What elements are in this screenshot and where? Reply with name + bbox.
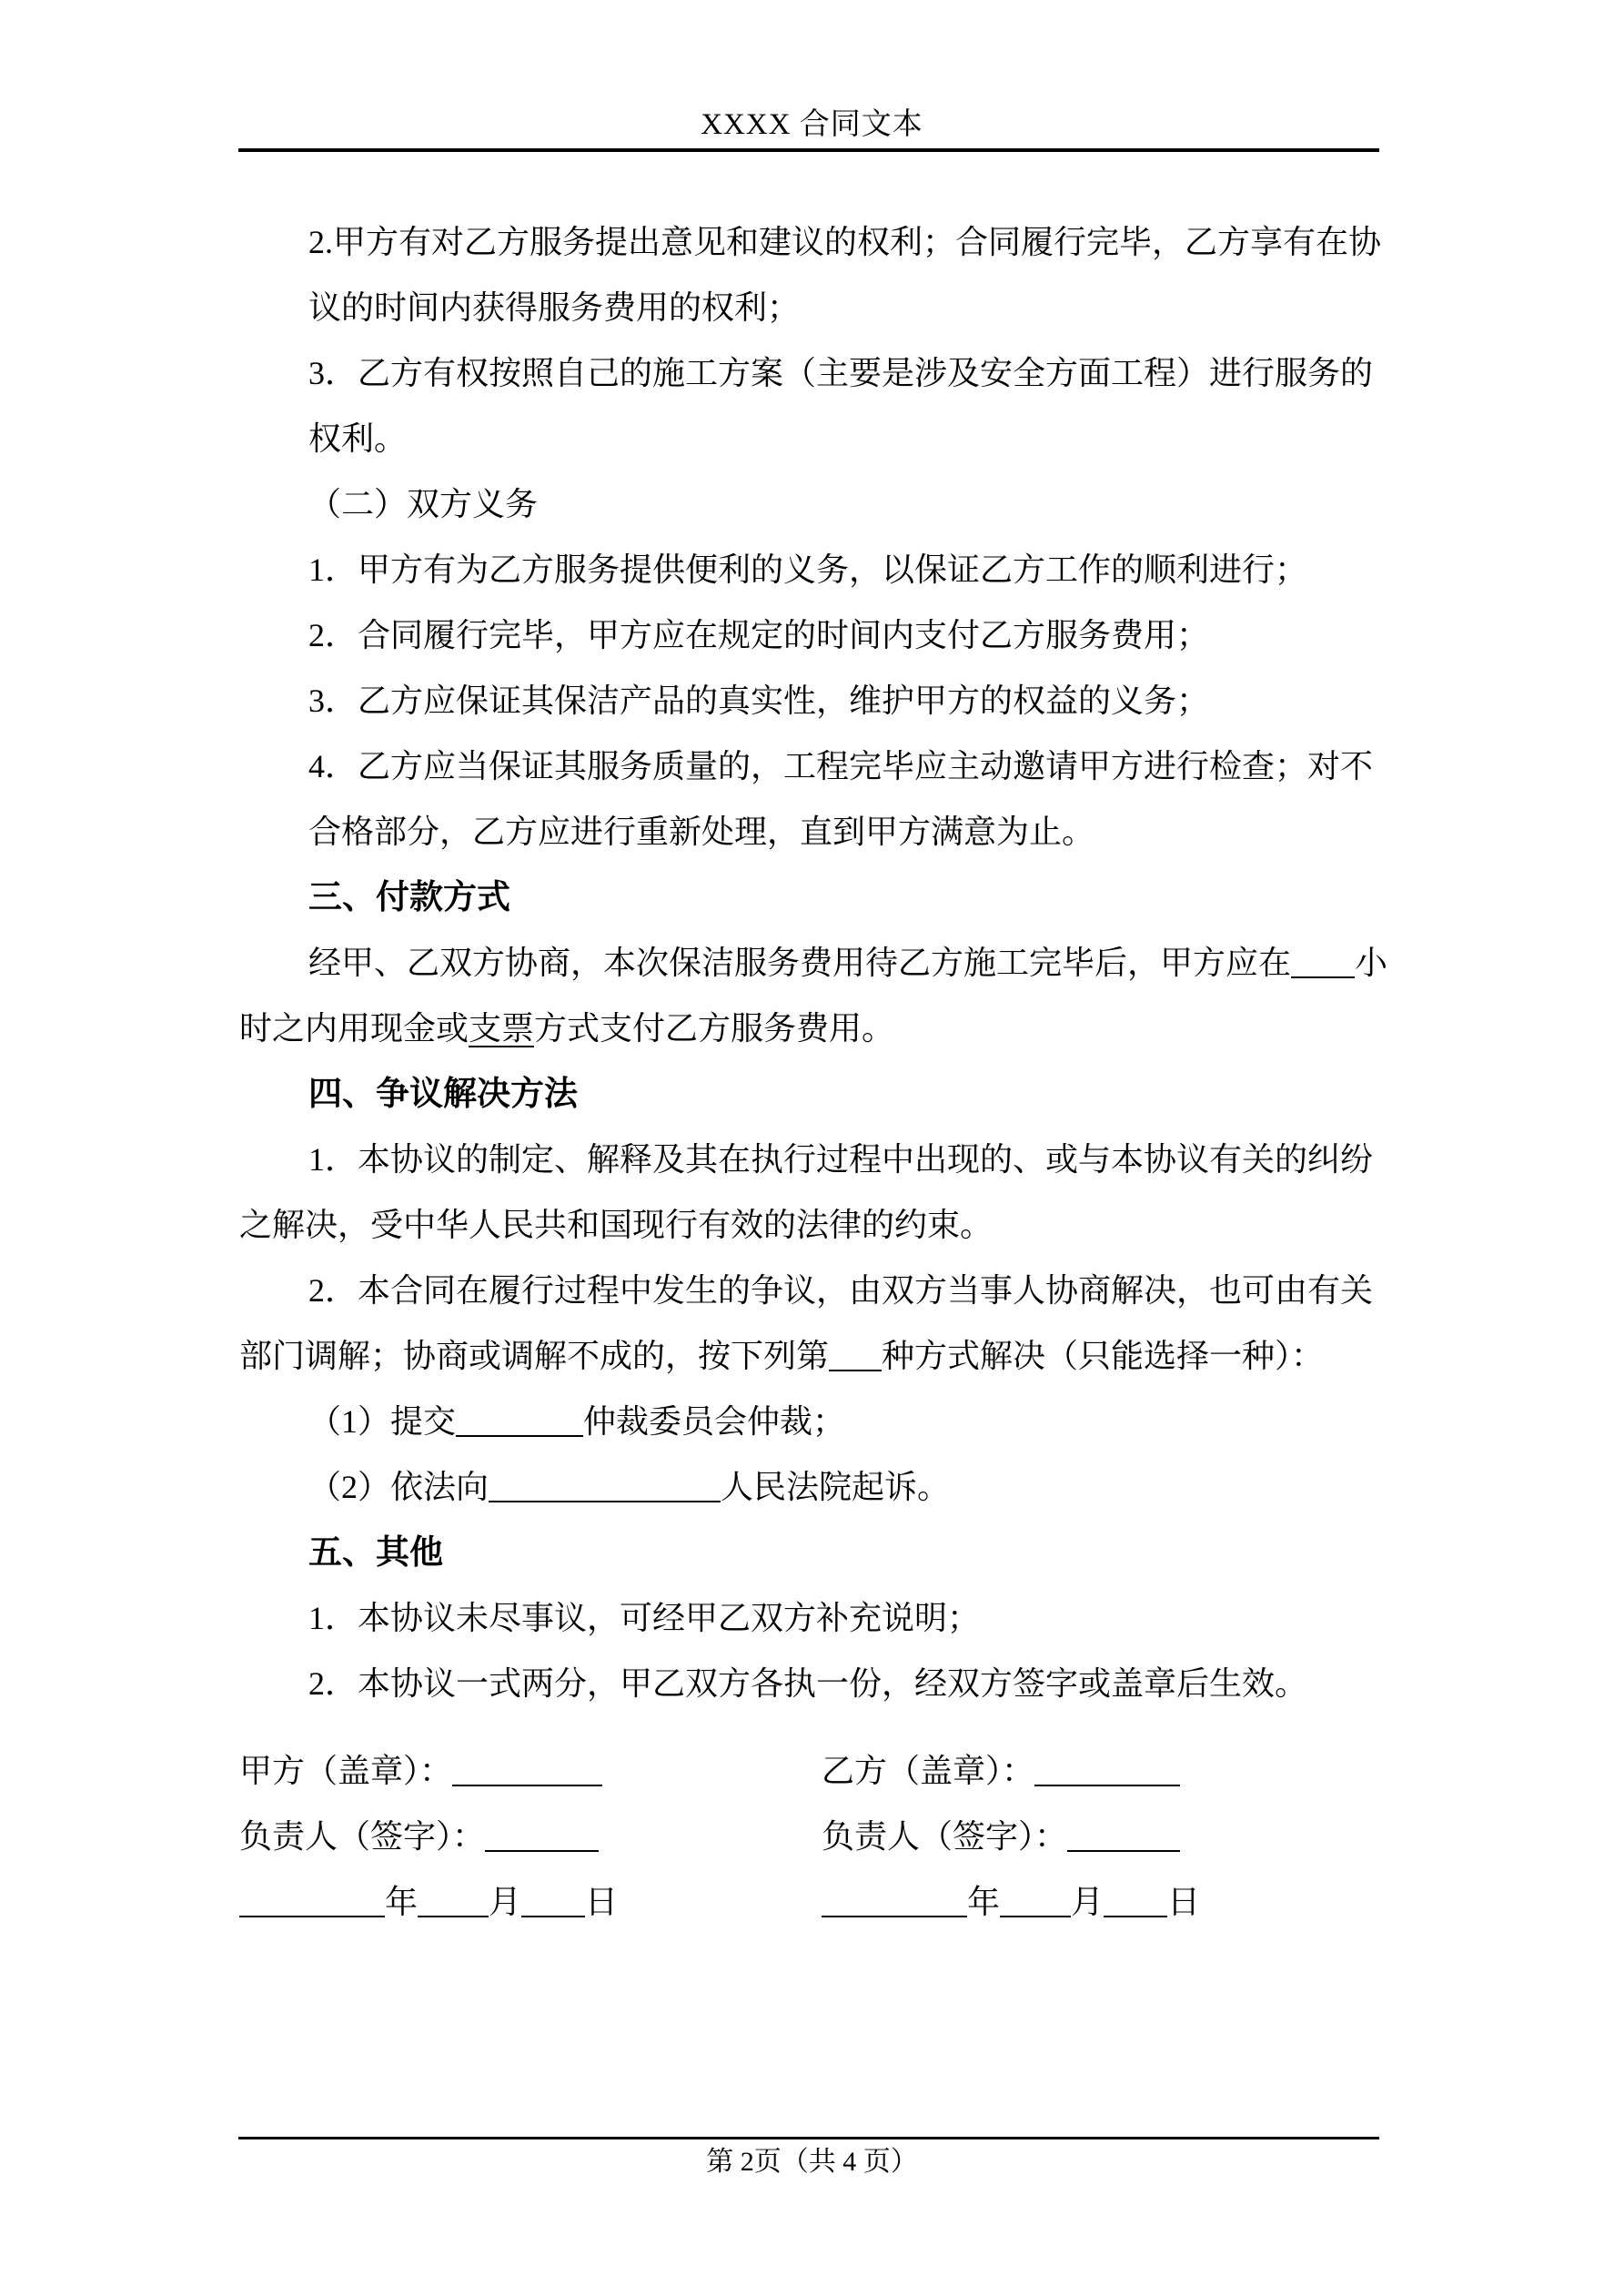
text-segment: 日: [585, 1884, 619, 1920]
text-segment: 月: [489, 1884, 522, 1920]
fill-in-blank[interactable]: [418, 1885, 489, 1917]
obligation-2: [239, 602, 1382, 668]
text-segment: 3．乙方应保证其保洁产品的真实性，维护甲方的权益的义务；: [308, 683, 1210, 719]
text-segment: 人民法院起诉。: [721, 1469, 951, 1505]
text-segment: 支票: [469, 1010, 535, 1047]
obligation-3: [239, 668, 1382, 733]
text-segment: 1．本协议未尽事议，可经甲乙双方补充说明；: [308, 1600, 981, 1636]
fill-in-blank[interactable]: [452, 1754, 602, 1786]
clause-party-a-rights-2: [239, 209, 1382, 275]
text-segment: 甲方（盖章）：: [239, 1753, 453, 1789]
section-heading-other: [239, 1520, 1382, 1585]
text-segment: （2）依法向: [308, 1469, 489, 1505]
dispute-option-arbitration: [239, 1389, 1382, 1454]
payment-terms: [239, 930, 1388, 996]
text-segment: 时之内用现金或: [239, 1010, 469, 1047]
text-segment: 仲裁委员会仲裁；: [583, 1403, 846, 1440]
text-segment: 2．本合同在履行过程中发生的争议，由双方当事人协商解决，也可由有关: [308, 1272, 1374, 1309]
text-segment: 四、争议解决方法: [308, 1075, 578, 1112]
fill-in-blank[interactable]: [822, 1885, 967, 1917]
obligation-1: [239, 537, 1382, 602]
contract-body: [239, 209, 1388, 1716]
seal-row: [239, 1738, 1382, 1804]
text-segment: 负责人（签字）：: [822, 1818, 1068, 1855]
text-segment: 小: [1355, 945, 1388, 981]
text-segment: 日: [1167, 1884, 1201, 1920]
text-segment: （二）双方义务: [308, 486, 539, 522]
text-segment: 三、付款方式: [308, 878, 510, 915]
fill-in-blank[interactable]: [1067, 1819, 1180, 1852]
text-segment: 权利。: [308, 420, 408, 457]
header-title: XXXX 合同文本: [701, 108, 923, 141]
footer-rule: [238, 2137, 1379, 2139]
text-segment: 经甲、乙双方协商，本次保洁服务费用待乙方施工完毕后，甲方应在: [308, 945, 1292, 981]
text-segment: 五、其他: [308, 1533, 443, 1571]
other-clause-2: [239, 1651, 1382, 1716]
text-segment: 1．甲方有为乙方服务提供便利的义务，以保证乙方工作的顺利进行；: [308, 551, 1308, 588]
date-row-party-b: [822, 1869, 1200, 1935]
date-row-party-a: [239, 1869, 618, 1935]
fill-in-blank[interactable]: [239, 1885, 385, 1917]
fill-in-blank[interactable]: [1104, 1885, 1167, 1917]
obligation-4: [239, 733, 1382, 799]
text-segment: 合格部分，乙方应进行重新处理，直到甲方满意为止。: [308, 814, 1095, 850]
text-segment: 负责人（签字）：: [239, 1818, 486, 1855]
text-segment: 之解决，受中华人民共和国现行有效的法律的约束。: [239, 1207, 994, 1243]
dispute-clause-2-cont: [239, 1323, 1382, 1389]
signature-block: [239, 1738, 1382, 1935]
other-clause-1: [239, 1585, 1382, 1651]
text-segment: 乙方（盖章）：: [822, 1753, 1035, 1789]
text-segment: 4．乙方应当保证其服务质量的，工程完毕应主动邀请甲方进行检查；对不: [308, 748, 1374, 784]
fill-in-blank[interactable]: [829, 1339, 882, 1371]
text-segment: 3．乙方有权按照自己的施工方案（主要是涉及安全方面工程）进行服务的: [308, 355, 1374, 391]
section-heading-payment: [239, 865, 1382, 930]
page-number: 第 2页（共 4 页）: [706, 2147, 918, 2177]
seal-row-party-a: [239, 1738, 602, 1804]
fill-in-blank[interactable]: [456, 1404, 583, 1437]
signer-row-party-b: [822, 1804, 1180, 1869]
text-segment: 年: [385, 1884, 419, 1920]
dispute-clause-1: [239, 1127, 1382, 1192]
obligation-4-cont: [239, 799, 1382, 865]
clause-party-a-rights-2-cont: [239, 275, 1382, 340]
fill-in-blank[interactable]: [521, 1885, 585, 1917]
text-segment: 年: [967, 1884, 1001, 1920]
header-rule: [238, 148, 1379, 152]
fill-in-blank[interactable]: [485, 1819, 599, 1852]
text-segment: 月: [1071, 1884, 1105, 1920]
text-segment: 2．本协议一式两分，甲乙双方各执一份，经双方签字或盖章后生效。: [308, 1665, 1308, 1702]
dispute-option-court: [239, 1454, 1382, 1520]
fill-in-blank[interactable]: [489, 1470, 721, 1502]
seal-row-party-b: [822, 1738, 1180, 1804]
text-segment: 议的时间内获得服务费用的权利；: [308, 289, 801, 326]
text-segment: 2.甲方有对乙方服务提出意见和建议的权利；合同履行完毕，乙方享有在协: [308, 224, 1382, 260]
clause-party-b-rights-3-cont: [239, 406, 1382, 471]
fill-in-blank[interactable]: [1034, 1754, 1180, 1786]
text-segment: 部门调解；协商或调解不成的，按下列第: [239, 1338, 830, 1374]
date-row: [239, 1869, 1382, 1935]
signer-row-party-a: [239, 1804, 599, 1869]
subsection-heading-obligations: [239, 471, 1382, 537]
text-segment: 方式支付乙方服务费用。: [534, 1010, 895, 1047]
signer-row: [239, 1804, 1382, 1869]
section-heading-dispute: [239, 1061, 1382, 1127]
clause-party-b-rights-3: [239, 340, 1382, 406]
fill-in-blank[interactable]: [1291, 946, 1355, 978]
payment-terms-cont: [239, 996, 1382, 1061]
dispute-clause-2: [239, 1258, 1382, 1323]
text-segment: （1）提交: [308, 1403, 457, 1440]
text-segment: 1．本协议的制定、解释及其在执行过程中出现的、或与本协议有关的纠纷: [308, 1141, 1374, 1178]
text-segment: 2．合同履行完毕，甲方应在规定的时间内支付乙方服务费用；: [308, 617, 1210, 653]
dispute-clause-1-cont: [239, 1192, 1382, 1258]
text-segment: 种方式解决（只能选择一种）：: [882, 1338, 1325, 1374]
fill-in-blank[interactable]: [1000, 1885, 1071, 1917]
